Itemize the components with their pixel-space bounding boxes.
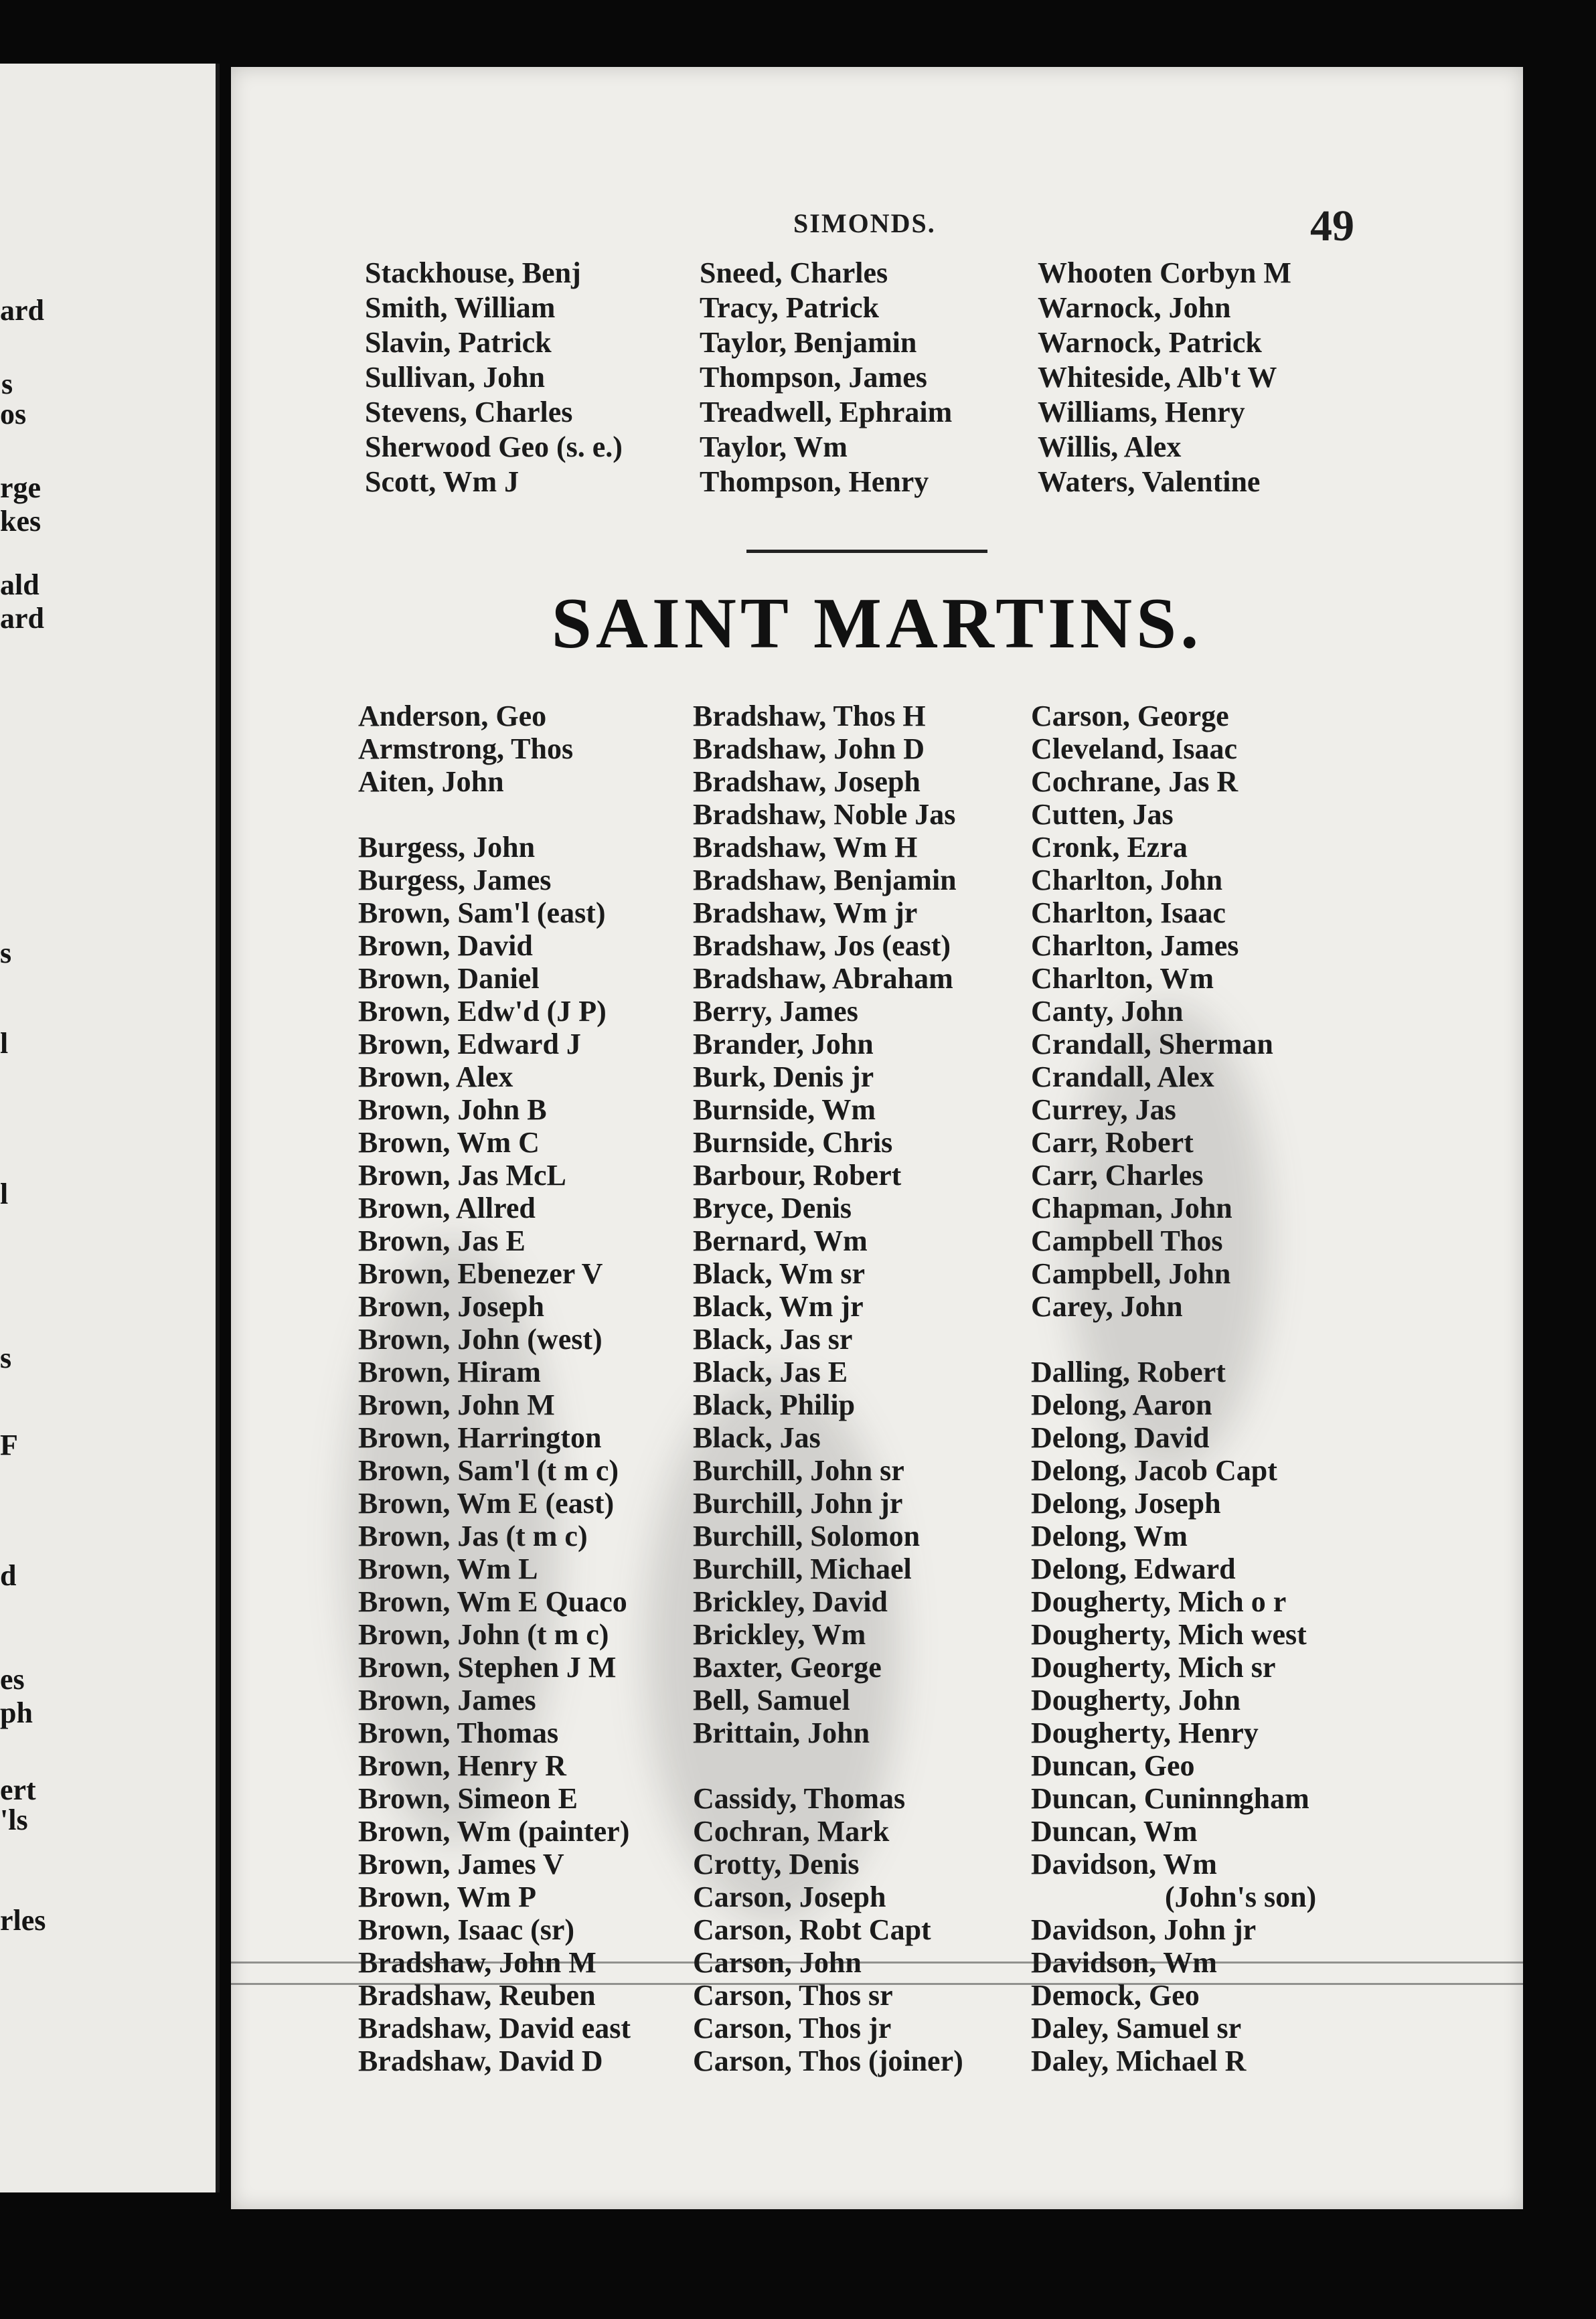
directory-page (231, 67, 1523, 2209)
name-entry: Brown, James V (358, 1848, 564, 1881)
name-entry: Sullivan, John (365, 361, 546, 394)
name-entry: Tracy, Patrick (700, 291, 879, 324)
name-entry: Carson, Thos (joiner) (693, 2045, 963, 2077)
name-entry: Carson, John (693, 1946, 862, 1979)
facing-page-text: os (0, 398, 27, 430)
name-entry: Davidson, John jr (1031, 1913, 1257, 1946)
name-column (693, 700, 1031, 2077)
name-entry: Cassidy, Thomas (693, 1782, 906, 1815)
name-entry: Delong, Wm (1031, 1520, 1188, 1552)
name-entry: Brown, Sam'l (east) (358, 896, 606, 929)
name-entry: Dougherty, Henry (1031, 1716, 1259, 1749)
name-entry: Delong, David (1031, 1421, 1210, 1454)
facing-page-text: F (0, 1429, 18, 1461)
facing-page-text: d (0, 1559, 17, 1592)
name-entry: Dougherty, Mich sr (1031, 1651, 1276, 1684)
name-entry: Bradshaw, Benjamin (693, 864, 957, 896)
name-entry: Duncan, Geo (1031, 1749, 1195, 1782)
name-entry: Charlton, John (1031, 864, 1223, 896)
name-entry: Brown, Wm C (358, 1126, 540, 1159)
name-entry: Bradshaw, Abraham (693, 962, 953, 995)
name-entry: Carr, Charles (1031, 1159, 1204, 1192)
facing-page-text: s (0, 937, 12, 969)
name-entry: Burnside, Wm (693, 1093, 876, 1126)
facing-page-text: l (0, 1178, 9, 1210)
facing-page-text: kes (0, 505, 42, 538)
blank-line (1031, 1323, 1379, 1356)
name-column (365, 256, 700, 499)
facing-page-text: ert (0, 1773, 36, 1806)
name-entry: Carey, John (1031, 1290, 1183, 1323)
name-entry: Currey, Jas (1031, 1093, 1176, 1126)
facing-page-text: ard (0, 294, 44, 327)
name-entry: Bradshaw, John M (358, 1946, 596, 1979)
name-entry: Bradshaw, David D (358, 2045, 603, 2077)
name-entry: Brown, Edward J (358, 1028, 581, 1060)
name-entry: Stevens, Charles (365, 396, 573, 428)
name-entry: Berry, James (693, 995, 858, 1028)
name-entry: Dalling, Robert (1031, 1356, 1226, 1388)
name-entry: Brown, Wm E Quaco (358, 1585, 627, 1618)
name-entry: Crotty, Denis (693, 1848, 860, 1881)
name-entry: Crandall, Alex (1031, 1060, 1214, 1093)
facing-page-text: s (1, 368, 13, 400)
name-entry: Armstrong, Thos (358, 732, 574, 765)
name-entry: Burk, Denis jr (693, 1060, 874, 1093)
name-entry: Bell, Samuel (693, 1684, 850, 1716)
name-entry: Brander, John (693, 1028, 874, 1060)
name-entry: Carson, Thos sr (693, 1979, 893, 2012)
facing-page-text: 'ls (0, 1804, 28, 1836)
name-entry: Demock, Geo (1031, 1979, 1200, 2012)
name-entry: Brown, John M (358, 1388, 555, 1421)
name-entry: Taylor, Wm (700, 430, 848, 463)
name-entry: Warnock, John (1038, 291, 1231, 324)
name-entry: Brown, Henry R (358, 1749, 566, 1782)
name-entry: Davidson, Wm (1031, 1946, 1217, 1979)
name-entry: Bradshaw, Wm H (693, 831, 918, 864)
scan-line (231, 1983, 1523, 1985)
name-entry: Black, Wm jr (693, 1290, 864, 1323)
blank-line (693, 1749, 1031, 1782)
name-entry: Whooten Corbyn M (1038, 256, 1291, 289)
name-entry: Brown, Wm (painter) (358, 1815, 630, 1848)
facing-page-text: ph (0, 1696, 33, 1729)
name-entry: Carson, George (1031, 700, 1229, 732)
name-entry: Cronk, Ezra (1031, 831, 1188, 864)
name-entry: Brown, John (t m c) (358, 1618, 609, 1651)
name-entry: Chapman, John (1031, 1192, 1232, 1224)
continued-name-list (231, 256, 1596, 499)
name-entry: Cochran, Mark (693, 1815, 890, 1848)
facing-page-text: rles (0, 1904, 46, 1937)
name-entry: Barbour, Robert (693, 1159, 902, 1192)
name-entry: Brown, John B (358, 1093, 547, 1126)
name-column (1031, 700, 1379, 2077)
name-entry: Bradshaw, Noble Jas (693, 798, 956, 831)
name-entry: Warnock, Patrick (1038, 326, 1262, 359)
name-entry: Thompson, James (700, 361, 927, 394)
name-entry: Charlton, James (1031, 929, 1239, 962)
running-head: SIMONDS. (793, 208, 936, 238)
name-entry: Treadwell, Ephraim (700, 396, 953, 428)
name-entry: Cutten, Jas (1031, 798, 1174, 831)
name-entry: Dougherty, Mich o r (1031, 1585, 1287, 1618)
name-entry: Charlton, Wm (1031, 962, 1214, 995)
name-entry: Brown, Isaac (sr) (358, 1913, 575, 1946)
name-entry: Crandall, Sherman (1031, 1028, 1273, 1060)
name-entry: Burchill, John sr (693, 1454, 904, 1487)
saint-martins-name-list (231, 700, 1596, 2077)
name-entry: Bradshaw, David east (358, 2012, 631, 2045)
name-entry: Brown, John (west) (358, 1323, 603, 1356)
name-entry: Brown, Thomas (358, 1716, 559, 1749)
name-entry: Burgess, John (358, 831, 536, 864)
name-entry: Brown, Daniel (358, 962, 540, 995)
name-entry: Sneed, Charles (700, 256, 888, 289)
name-entry: Burchill, Michael (693, 1552, 912, 1585)
name-entry: Black, Wm sr (693, 1257, 866, 1290)
name-entry: (John's son) (1165, 1881, 1317, 1913)
name-entry: Canty, John (1031, 995, 1184, 1028)
name-entry: Brown, David (358, 929, 533, 962)
name-entry: Brown, Stephen J M (358, 1651, 617, 1684)
facing-page-text: s (0, 1342, 12, 1374)
name-entry: Campbell Thos (1031, 1224, 1223, 1257)
name-entry: Brown, Wm L (358, 1552, 538, 1585)
name-entry: Brown, Sam'l (t m c) (358, 1454, 619, 1487)
name-entry: Brown, Simeon E (358, 1782, 578, 1815)
name-entry: Carson, Joseph (693, 1881, 886, 1913)
name-entry: Dougherty, John (1031, 1684, 1241, 1716)
name-entry: Waters, Valentine (1038, 465, 1261, 498)
name-entry: Bradshaw, Jos (east) (693, 929, 951, 962)
facing-page-text: es (0, 1663, 25, 1696)
name-entry: Brown, Allred (358, 1192, 536, 1224)
name-entry: Delong, Jacob Capt (1031, 1454, 1277, 1487)
name-column (358, 700, 693, 2077)
name-entry: Thompson, Henry (700, 465, 929, 498)
name-entry: Brown, Alex (358, 1060, 513, 1093)
facing-page-text: l (0, 1027, 9, 1060)
name-entry: Smith, William (365, 291, 556, 324)
name-entry: Brown, Jas McL (358, 1159, 566, 1192)
name-entry: Black, Jas E (693, 1356, 848, 1388)
name-entry: Cochrane, Jas R (1031, 765, 1239, 798)
name-entry: Bradshaw, Reuben (358, 1979, 596, 2012)
name-entry: Brown, Harrington (358, 1421, 602, 1454)
section-divider (746, 550, 987, 553)
name-entry: Stackhouse, Benj (365, 256, 581, 289)
name-entry: Dougherty, Mich west (1031, 1618, 1307, 1651)
name-entry: Delong, Edward (1031, 1552, 1236, 1585)
name-entry: Whiteside, Alb't W (1038, 361, 1277, 394)
name-entry: Burnside, Chris (693, 1126, 893, 1159)
name-entry: Brown, Wm E (east) (358, 1487, 615, 1520)
name-entry: Brown, Ebenezer V (358, 1257, 603, 1290)
facing-page-text: ard (0, 602, 44, 635)
name-entry: Duncan, Cuninngham (1031, 1782, 1309, 1815)
name-entry: Bernard, Wm (693, 1224, 868, 1257)
name-entry: Anderson, Geo (358, 700, 547, 732)
name-entry: Brown, Wm P (358, 1881, 537, 1913)
name-entry: Scott, Wm J (365, 465, 520, 498)
name-entry: Daley, Samuel sr (1031, 2012, 1242, 2045)
name-entry: Daley, Michael R (1031, 2045, 1247, 2077)
facing-page-text: ald (0, 568, 39, 601)
name-entry: Black, Jas (693, 1421, 821, 1454)
name-entry: Delong, Aaron (1031, 1388, 1212, 1421)
name-entry: Taylor, Benjamin (700, 326, 917, 359)
name-entry: Carr, Robert (1031, 1126, 1194, 1159)
name-entry: Duncan, Wm (1031, 1815, 1198, 1848)
facing-page-text: rge (0, 471, 42, 504)
name-entry: Carson, Robt Capt (693, 1913, 931, 1946)
name-entry: Brown, Hiram (358, 1356, 541, 1388)
name-entry: Delong, Joseph (1031, 1487, 1221, 1520)
name-entry: Bradshaw, Joseph (693, 765, 921, 798)
name-entry: Aiten, John (358, 765, 504, 798)
name-entry: Sherwood Geo (s. e.) (365, 430, 623, 463)
name-entry: Charlton, Isaac (1031, 896, 1226, 929)
name-entry: Bradshaw, John D (693, 732, 925, 765)
section-title: SAINT MARTINS. (551, 584, 1203, 663)
name-entry: Brickley, Wm (693, 1618, 866, 1651)
name-entry: Brown, Jas (t m c) (358, 1520, 588, 1552)
name-entry: Burchill, Solomon (693, 1520, 921, 1552)
name-entry: Cleveland, Isaac (1031, 732, 1237, 765)
name-entry: Brown, Joseph (358, 1290, 544, 1323)
name-entry: Williams, Henry (1038, 396, 1245, 428)
name-entry: Bradshaw, Thos H (693, 700, 926, 732)
name-entry: Carson, Thos jr (693, 2012, 892, 2045)
name-entry: Black, Philip (693, 1388, 856, 1421)
name-entry: Willis, Alex (1038, 430, 1182, 463)
name-column (1038, 256, 1386, 499)
name-entry: Slavin, Patrick (365, 326, 552, 359)
name-entry: Burgess, James (358, 864, 552, 896)
blank-line (358, 798, 693, 831)
name-entry: Brickley, David (693, 1585, 888, 1618)
name-entry: Davidson, Wm (1031, 1848, 1217, 1881)
name-entry: Brown, Jas E (358, 1224, 526, 1257)
name-entry: Black, Jas sr (693, 1323, 853, 1356)
page-number: 49 (1310, 202, 1354, 250)
name-entry: Baxter, George (693, 1651, 882, 1684)
name-entry: Brown, James (358, 1684, 536, 1716)
facing-page-fragment (0, 64, 220, 2192)
name-entry: Bradshaw, Wm jr (693, 896, 918, 929)
name-entry: Brown, Edw'd (J P) (358, 995, 607, 1028)
name-entry: Bryce, Denis (693, 1192, 852, 1224)
name-entry: Burchill, John jr (693, 1487, 903, 1520)
name-entry: Brittain, John (693, 1716, 870, 1749)
name-entry: Campbell, John (1031, 1257, 1231, 1290)
scan-line (231, 1962, 1523, 1964)
name-column (700, 256, 1038, 499)
